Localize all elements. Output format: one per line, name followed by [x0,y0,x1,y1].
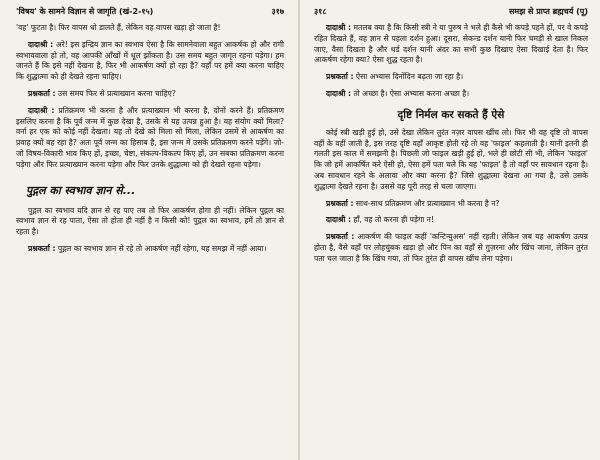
left-paragraph-1-text: 'वह' फूटता है। फिर वापस धो डालते हैं, लेकिन वह वापस खड़ा हो जाता है! [16,23,221,32]
speaker-dadashri: दादाश्री : [326,23,352,32]
left-paragraph-1 [16,23,284,34]
speaker-dadashri: दादाश्री : [28,39,54,49]
right-paragraph-4-text: कोई स्त्री खड़ी हुई हो, उसे देखा लेकिन तुरंत नज़र वापस खींच लो। फिर भी वह दृष्टि तो वापस वहीं के वहीं जाती है, इस तरह दृष्टि वहाँ आकृष्ट होती रहे तो वह 'फाइल' कहलाती है। यानी इतनी ही गलती इस काल में समझनी है। पिछली जो फाइल खड़ी हुई हो, भले ही छोटी सी भी, लेकिन 'फाइल' कि जो हमें आकर्षित करे ऐसी हो, ऐसा हमें पता चले कि यह 'फाइल' है तो वहाँ पर सावधान रहना है। अब सावधान रहने के अलावा और क्या करना है? जिसे शुद्धात्मा देखना आ गया है, उसे उसके शुद्धात्मा देखते रहना है। उससे वह पूरी तरह से चला जाएगा। [314,127,588,191]
right-paragraph-3-text: तो अच्छा है। ऐसा अभ्यास करना अच्छा है। [353,88,470,98]
left-paragraph-6-text: पुद्गल का स्वभाव ज्ञान से रहे तो आकर्षण नहीं रहेगा, यह समझ में नहीं आया। [57,243,267,253]
speaker-questioner: प्रश्नकर्ता : [326,72,354,82]
left-paragraph-6 [16,244,284,255]
right-section-heading: दृष्टि निर्मल कर सकते हैं ऐसे [397,108,505,121]
speaker-dadashri: दादाश्री : [326,88,352,98]
left-paragraph-4 [16,106,284,171]
right-paragraph-2 [314,72,588,83]
right-paragraph-5 [314,199,588,210]
speaker-questioner: प्रश्नकर्ता : [28,243,56,253]
left-paragraph-3 [16,89,284,100]
speaker-questioner: प्रश्नकर्ता : [326,198,354,208]
right-paragraph-1-text: मतलब क्या है कि किसी स्त्री ने या पुरुष ने भले ही कैसे भी कपड़े पहने हों, पर वे कपड़े रहित दिखते हैं, वह ज्ञान से पहला दर्शन हुआ। दूसरा, सेकन्ड दर्शन यानी फिर चमड़ी से खाल निकल जाए, वैसा दिखता है और थर्ड दर्शन यानी अंदर का सभी कुछ दिखाए ऐसा दिखाई देता है। फिर आकर्षण रहेगा क्या? ऐसा शुद्ध रहता है। [314,23,589,65]
speaker-dadashri: दादाश्री : [326,215,352,225]
speaker-dadashri: दादाश्री : [28,105,55,115]
right-page-number: ३१८ [314,7,327,16]
left-paragraph-4-text: प्रतिक्रमण भी करना है और प्रत्याख्यान भी करना है, दोनों करने हैं। प्रतिक्रमण इसलिए करना है कि पूर्व जन्म में कुछ देखा है, उसके से यह उत्पन्न हुआ है। यह संयोग क्यों मिला? वर्ना हर एक को कोई नहीं देखता। यह तो देखे को मिला सो मिला, लेकिन उसमें से आकर्षण का प्रवाह क्यों बह रहा है? अतः पूर्व जन्म का हिसाब है, इस जन्म में उसके प्रतिक्रमण करने पड़ेंगे। जो-जो विषय-विकारी भाव किए हों, इच्छा, चेष्टा, संकल्प-विकल्प किए हों, उन सबका प्रतिक्रमण करना पड़ेगा और फिर प्रत्याख्यान करना पड़ेगा और फिर उनके शुद्धात्मा को ही देखते रहना पड़ेगा। [16,105,284,169]
right-paragraph-6 [314,215,588,226]
left-paragraph-5-text: पुद्गल का स्वभाव यदि ज्ञान से रह पाए तब तो फिर आकर्षण होगा ही नहीं। लेकिन पुद्गल का स्वभाव ज्ञान से रह पाता, ऐसा तो होता ही नहीं है न किसी को! पुद्गल का स्वभाव, हमें तो ज्ञान से रहता है। [16,205,284,237]
right-paragraph-7 [314,232,588,264]
right-page-header [314,6,588,17]
left-section-heading: पुद्गल का स्वभाव ज्ञान से... [26,183,136,197]
left-paragraph-5 [16,206,284,238]
left-page-number: ३१७ [271,7,284,16]
left-paragraph-2-text: अरे! इस इन्द्रिय ज्ञान का स्वभाव ऐसा है कि सामनेवाला बहुत आकर्षक हो और रागी स्वभाववाला हो तो, वह आपकी आँखों में धूल झोंकता है। उस समय बहुत जागृत रहना पड़ेगा। हम जानते हैं कि इसे नहीं देखना है, फिर भी आकर्षण क्यों हो रहा है? वहाँ पर हमें क्या करना चाहिए कि शुद्धात्मा को ही देखते रहना चाहिए। [16,39,285,82]
right-paragraph-5-text: साथ-साथ प्रतिक्रमण और प्रत्याख्यान भी करना है न? [355,198,500,208]
left-page-header [16,6,284,17]
right-paragraph-4 [314,128,588,193]
left-header-title: 'विषय' के सामने विज्ञान से जागृति (खं-2-१५) [16,7,154,16]
right-paragraph-6-text: हाँ, वह तो करना ही पड़ेगा न! [353,215,434,225]
left-paragraph-2 [16,40,284,83]
right-paragraph-7-text: आकर्षण की फाइल कहीं 'कन्टिन्युअस' नहीं रहती। लेकिन जब यह आकर्षण उत्पन्न होता है, वैसे वहाँ पर लोहचुंबक खड़ा हो और पिन का वहाँ से गुज़रना और खिंच जाना, लेकिन तुरंत पता चल जाता है कि खिंच गया, तो फिर तुरंत ही वापस खींच लेना पड़ेगा। [314,232,588,263]
left-paragraph-3-text: उस समय फिर से प्रत्याख्यान करना चाहिए? [57,88,176,98]
speaker-questioner: प्रश्नकर्ता : [28,88,56,98]
right-paragraph-1 [314,23,588,66]
right-paragraph-2-text: ऐसा अभ्यास दिनोंदिन बढ़ता जा रहा है। [355,72,464,82]
speaker-questioner: प्रश्नकर्ता : [326,232,355,242]
right-page [300,0,600,460]
left-page [0,0,298,460]
right-paragraph-3 [314,89,588,100]
right-header-title: समझ से प्राप्त ब्रह्मचर्य (पू) [509,7,588,16]
